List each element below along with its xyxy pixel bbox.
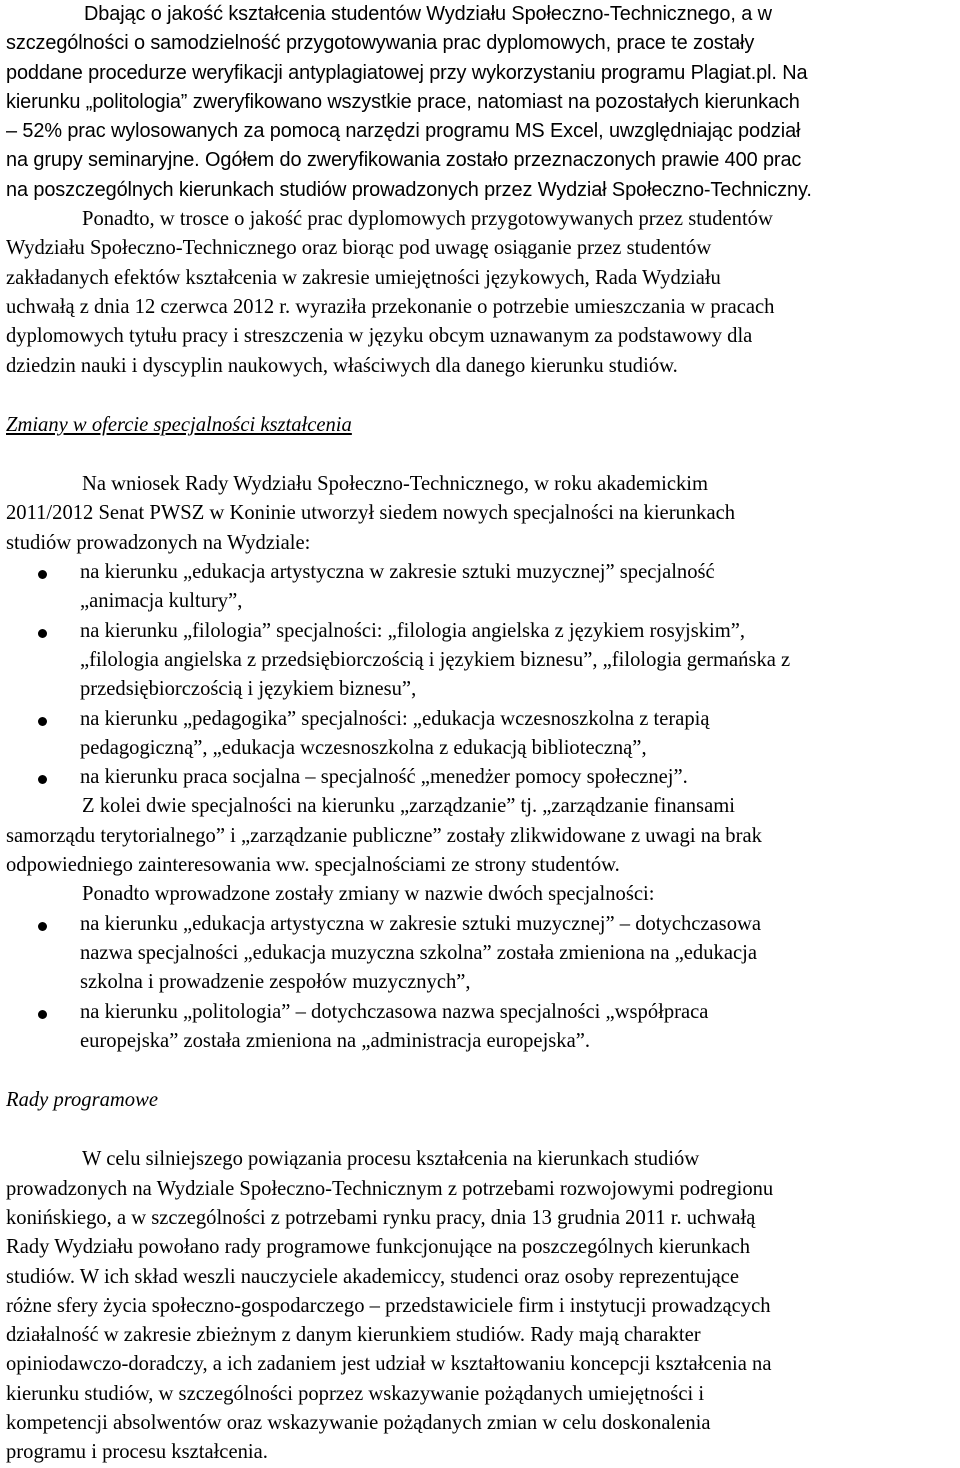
bullet-icon <box>38 775 47 784</box>
text-line: Ponadto, w trosce o jakość prac dyplomowych przygotowywanych przez studentów <box>82 208 773 231</box>
section-heading-specializations: Zmiany w ofercie specjalności kształcenia <box>6 413 352 436</box>
text-line: studiów. W ich skład weszli nauczyciele akademiccy, studenci oraz osoby reprezentujące <box>6 1265 740 1288</box>
text-line: „animacja kultury”, <box>80 590 243 613</box>
text-line: 2011/2012 Senat PWSZ w Koninie utworzył siedem nowych specjalności na kierunkach <box>6 502 736 525</box>
list-item <box>6 705 954 764</box>
liquidated-specializations-paragraph <box>6 792 954 880</box>
text-line: kierunku „politologia” zweryfikowano wszystkie prace, natomiast na pozostałych kierunkach <box>6 90 800 113</box>
text-line: na grupy seminaryjne. Ogółem do zweryfikowania zostało przeznaczonych prawie 400 prac <box>6 149 802 172</box>
renamed-specializations-intro <box>6 880 954 909</box>
text-line: – 52% prac wylosowanych za pomocą narzędzi programu MS Excel, uwzględniając podział <box>6 120 801 143</box>
text-line: Na wniosek Rady Wydziału Społeczno-Technicznego, w roku akademickim <box>82 473 708 496</box>
text-line: Z kolei dwie specjalności na kierunku „zarządzanie” tj. „zarządzanie finansami <box>82 795 735 818</box>
text-line: Ponadto wprowadzone zostały zmiany w nazwie dwóch specjalności: <box>82 883 655 906</box>
text-line: samorządu terytorialnego” i „zarządzanie publiczne” zostały zlikwidowane z uwagi na brak <box>6 824 762 847</box>
text-line: na kierunku „edukacja artystyczna w zakresie sztuki muzycznej” specjalność <box>80 561 715 584</box>
text-line: uchwałą z dnia 12 czerwca 2012 r. wyraziła przekonanie o potrzebie umieszczania w pracach <box>6 295 775 318</box>
text-line: na kierunku „pedagogika” specjalności: „edukacja wczesnoszkolna z terapią <box>80 707 710 730</box>
list-item <box>6 558 954 617</box>
bullet-icon <box>38 570 47 579</box>
program-councils-paragraph <box>6 1145 954 1467</box>
list-item <box>6 763 954 792</box>
text-line: Rady Wydziału powołano rady programowe funkcjonujące na poszczególnych kierunkach <box>6 1236 751 1259</box>
new-specializations-list <box>6 558 954 792</box>
text-line: dziedzin nauki i dyscyplin naukowych, właściwych dla danego kierunku studiów. <box>6 354 678 377</box>
text-line: kompetencji absolwentów oraz wskazywanie pożądanych zmian w celu doskonalenia <box>6 1412 711 1435</box>
bullet-icon <box>38 922 47 931</box>
text-line: poddane procedurze weryfikacji antyplagiatowej przy wykorzystaniu programu Plagiat.pl. Na <box>6 61 808 84</box>
list-item <box>6 617 954 705</box>
text-line: studiów prowadzonych na Wydziale: <box>6 531 311 554</box>
list-item <box>6 910 954 998</box>
text-line: prowadzonych na Wydziale Społeczno-Technicznym z potrzebami rozwojowymi podregionu <box>6 1177 774 1200</box>
text-line: programu i procesu kształcenia. <box>6 1441 268 1464</box>
text-line: europejska” została zmieniona na „administracja europejska”. <box>80 1029 591 1052</box>
text-line: „filologia angielska z przedsiębiorczością i językiem biznesu”, „filologia germańska z <box>80 648 791 671</box>
text-line: odpowiedniego zainteresowania ww. specjalnościami ze strony studentów. <box>6 854 620 877</box>
list-item <box>6 998 954 1057</box>
renamed-specializations-list <box>6 910 954 1056</box>
text-line: na kierunku praca socjalna – specjalność „menedżer pomocy społecznej”. <box>80 766 688 789</box>
text-line: Dbając o jakość kształcenia studentów Wydziału Społeczno-Technicznego, a w <box>84 3 772 25</box>
text-line: opiniodawczo-doradczy, a ich zadaniem jest udział w kształtowaniu koncepcji kształcenia na <box>6 1353 772 1376</box>
text-line: dyplomowych tytułu pracy i streszczenia w języku obcym uznawanym za podstawowy dla <box>6 325 753 348</box>
text-line: Wydziału Społeczno-Technicznego oraz biorąc pod uwagę osiąganie przez studentów <box>6 237 712 260</box>
text-line: na kierunku „politologia” – dotychczasowa nazwa specjalności „współpraca <box>80 1000 709 1023</box>
bullet-icon <box>38 1010 47 1019</box>
text-line: na kierunku „filologia” specjalności: „filologia angielska z językiem rosyjskim”, <box>80 619 746 642</box>
text-line: działalność w zakresie zbieżnym z danym kierunkiem studiów. Rady mają charakter <box>6 1324 701 1347</box>
bullet-icon <box>38 717 47 726</box>
text-line: szkolna i prowadzenie zespołów muzycznych”, <box>80 971 471 994</box>
text-line: szczególności o samodzielność przygotowywania prac dyplomowych, prace te zostały <box>6 32 755 55</box>
text-line: zakładanych efektów kształcenia w zakresie umiejętności językowych, Rada Wydziału <box>6 266 721 289</box>
language-paragraph <box>6 205 954 381</box>
bullet-icon <box>38 629 47 638</box>
text-line: konińskiego, a w szczególności z potrzebami rynku pracy, dnia 13 grudnia 2011 r. uchwałą <box>6 1206 756 1229</box>
text-line: pedagogiczną”, „edukacja wczesnoszkolna z edukacją biblioteczną”, <box>80 736 647 759</box>
text-line: na poszczególnych kierunkach studiów prowadzonych przez Wydział Społeczno-Techniczny. <box>6 178 812 201</box>
text-line: różne sfery życia społeczno-gospodarczego – przedstawiciele firm i instytucji prowadzących <box>6 1294 771 1317</box>
text-line: nazwa specjalności „edukacja muzyczna szkolna” została zmieniona na „edukacja <box>80 941 757 964</box>
intro-paragraph <box>6 0 954 205</box>
section-heading-program-councils: Rady programowe <box>6 1089 158 1112</box>
specializations-intro <box>6 470 954 558</box>
text-line: przedsiębiorczością i językiem biznesu”, <box>80 678 417 701</box>
text-line: kierunku studiów, w szczególności poprzez wskazywanie pożądanych umiejętności i <box>6 1382 705 1405</box>
text-line: W celu silniejszego powiązania procesu kształcenia na kierunkach studiów <box>82 1148 700 1171</box>
document-page <box>6 0 954 1468</box>
text-line: na kierunku „edukacja artystyczna w zakresie sztuki muzycznej” – dotychczasowa <box>80 912 762 935</box>
